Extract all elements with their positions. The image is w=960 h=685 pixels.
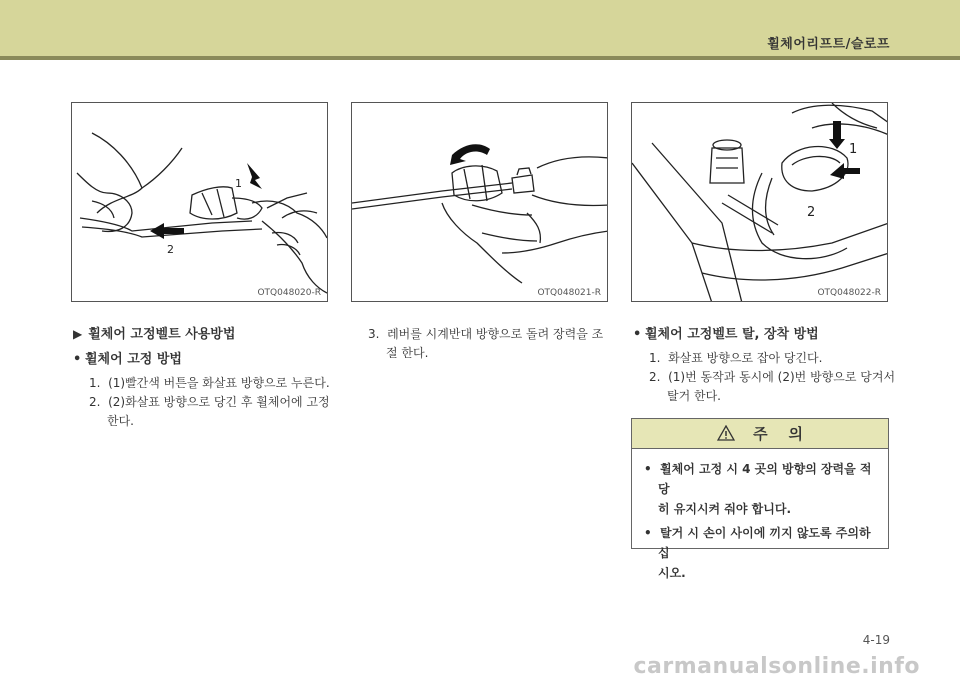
figure-belt-removal [631, 102, 888, 302]
step-continuation: 절 한다. [386, 346, 429, 360]
figure-belt-usage [71, 102, 328, 302]
figure-code: OTQ048020-R [257, 288, 321, 298]
site-watermark: carmanualsonline.info [633, 654, 920, 679]
step-item: 1. (1)빨간색 버튼을 화살표 방향으로 누른다. [89, 376, 330, 390]
column-tension [368, 325, 613, 363]
callout-2: 2 [807, 205, 816, 220]
bullet-icon: • [644, 526, 661, 540]
caution-body [632, 449, 888, 583]
step-item: 2. (1)번 동작과 동시에 (2)번 방향으로 당겨서 [649, 370, 896, 384]
bullet-icon: • [644, 462, 661, 476]
figure-code: OTQ048022-R [817, 288, 881, 298]
callout-2: 2 [167, 243, 174, 256]
bullet-icon: • [73, 352, 82, 367]
figure-code: OTQ048021-R [537, 288, 601, 298]
caution-item: • 탈거 시 손이 사이에 끼지 않도록 주의하십 시오. [644, 526, 871, 580]
step-continuation: 한다. [107, 414, 134, 428]
caution-title: 주 의 [753, 425, 803, 443]
subheading: • 휠체어 고정 방법 [73, 352, 182, 367]
caution-box [631, 418, 889, 580]
callout-1: 1 [849, 142, 858, 157]
figure-tension-lever [351, 102, 608, 302]
belt-removal-illustration [632, 103, 888, 302]
caution-item: • 휠체어 고정 시 4 곳의 방향의 장력을 적당 히 유지시켜 줘야 합니다. [644, 462, 872, 516]
column-belt-usage [73, 325, 338, 431]
column-belt-removal [633, 325, 898, 406]
step-item: 1. 화살표 방향으로 잡아 당긴다. [649, 351, 823, 365]
section-heading: ▶ 휠체어 고정벨트 사용방법 [73, 327, 236, 342]
tension-lever-illustration [352, 103, 608, 302]
page-section-title: 휠체어리프트/슬로프 [767, 37, 890, 52]
steps-list [73, 374, 338, 431]
header-divider [0, 56, 960, 60]
bullet-icon: • [633, 327, 642, 342]
step-item: 2. (2)화살표 방향으로 당긴 후 휠체어에 고정 [89, 395, 330, 409]
step-item: 3. 레버를 시계반대 방향으로 돌려 장력을 조 [368, 327, 604, 341]
belt-usage-illustration [72, 103, 328, 302]
warning-triangle-icon [717, 419, 735, 449]
callout-1: 1 [235, 177, 242, 190]
triangle-marker-icon: ▶ [73, 327, 83, 341]
steps-list [633, 349, 898, 406]
step-continuation: 탈거 한다. [667, 389, 721, 403]
subheading: • 휠체어 고정벨트 탈, 장착 방법 [633, 327, 819, 342]
caution-header [632, 419, 888, 449]
page-number: 4-19 [862, 633, 890, 647]
